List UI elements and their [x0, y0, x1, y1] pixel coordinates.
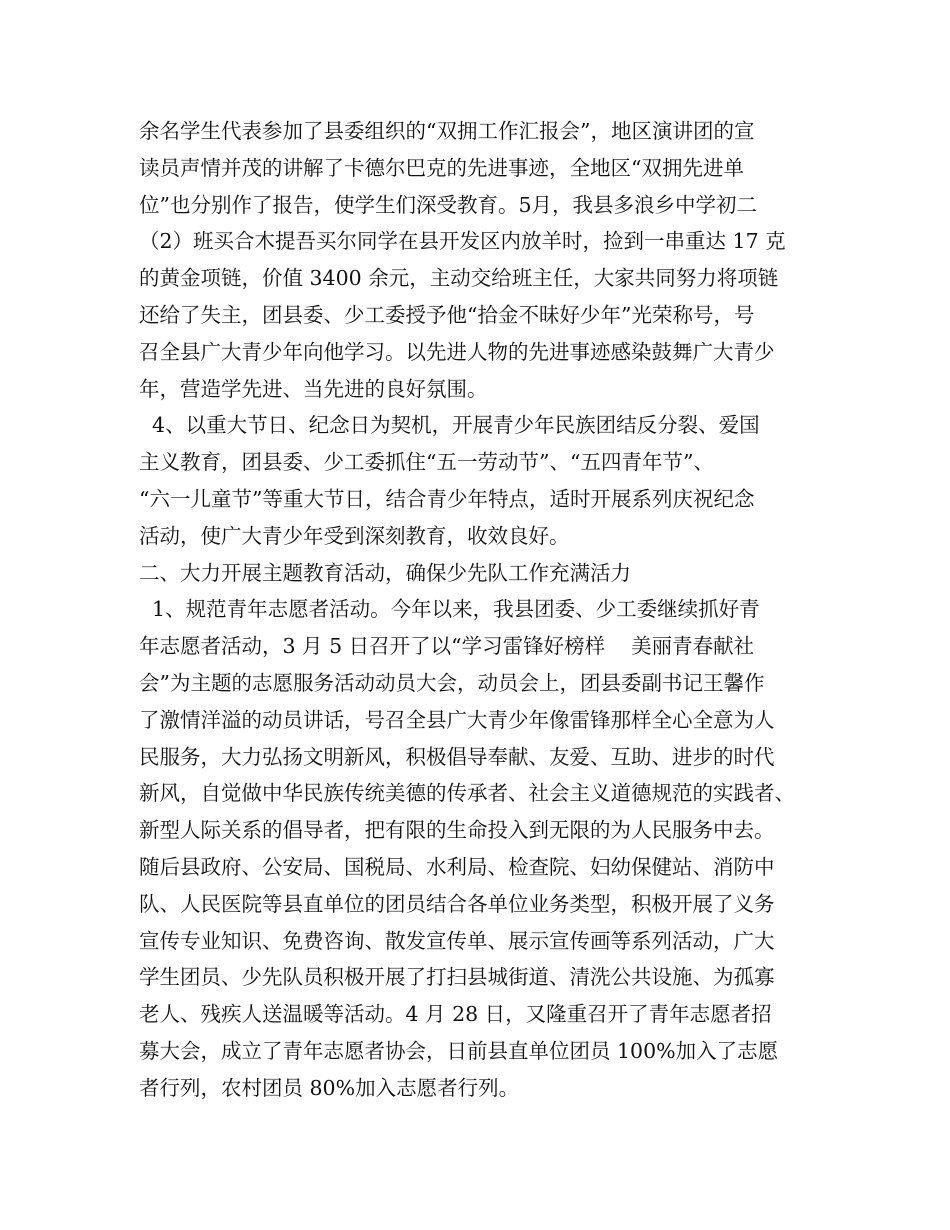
- text-line: 学生团员、少先队员积极开展了打扫县城街道、清洗公共设施、为孤寡: [139, 965, 775, 990]
- text-line: 新型人际关系的倡导者，把有限的生命投入到无限的为人民服务中去。: [139, 818, 775, 843]
- text-line: 会”为主题的志愿服务活动动员大会，动员会上，团县委副书记王馨作: [139, 670, 765, 695]
- text-line: 民服务，大力弘扬文明新风，积极倡导奉献、友爱、互助、进步的时代: [139, 744, 775, 769]
- text-line: 位”也分别作了报告，使学生们深受教育。5月，我县多浪乡中学初二: [139, 192, 758, 217]
- text-line: 召全县广大青少年向他学习。以先进人物的先进事迹感染鼓舞广大青少: [139, 339, 775, 364]
- text-line: 宣传专业知识、免费咨询、散发宣传单、展示宣传画等系列活动，广大: [139, 928, 775, 953]
- section-heading: 二、大力开展主题教育活动，确保少先队工作充满活力: [139, 560, 631, 585]
- text-line: 1、规范青年志愿者活动。今年以来，我县团委、少工委继续抓好青: [139, 597, 760, 622]
- text-line: 的黄金项链，价值 3400 余元，主动交给班主任，大家共同努力将项链: [139, 266, 779, 291]
- text-line: 随后县政府、公安局、国税局、水利局、检查院、妇幼保健站、消防中: [139, 854, 775, 879]
- text-line: 主义教育，团县委、少工委抓住“五一劳动节”、“五四青年节”、: [139, 450, 714, 475]
- text-line: 余名学生代表参加了县委组织的“双拥工作汇报会”，地区演讲团的宣: [139, 119, 755, 143]
- text-line: 募大会，成立了青年志愿者协会，日前县直单位团员 100%加入了志愿: [139, 1038, 779, 1063]
- text-line: 新风，自觉做中华民族传统美德的传承者、社会主义道德规范的实践者、: [139, 781, 795, 806]
- text-line: 年，营造学先进、当先进的良好氛围。: [139, 376, 488, 401]
- text-line: （2）班买合木提吾买尔同学在县开发区内放羊时，捡到一串重达 17 克: [139, 229, 786, 254]
- text-line: 了激情洋溢的动员讲话，号召全县广大青少年像雷锋那样全心全意为人: [139, 707, 775, 732]
- text-line: 队、人民医院等县直单位的团员结合各单位业务类型，积极开展了义务: [139, 891, 775, 916]
- body-text: [139, 113, 829, 1107]
- text-line: 活动，使广大青少年受到深刻教育，收效良好。: [139, 523, 570, 548]
- text-line: 还给了失主，团县委、少工委授予他“拾金不昧好少年”光荣称号，号: [139, 302, 755, 327]
- text-line: “六一儿童节”等重大节日，结合青少年特点，适时开展系列庆祝纪念: [139, 486, 755, 511]
- text-line: 老人、残疾人送温暖等活动。4 月 28 日，又隆重召开了青年志愿者招: [139, 1002, 772, 1027]
- text-line: 读员声情并茂的讲解了卡德尔巴克的先进事迹，全地区“双拥先进单: [139, 155, 744, 180]
- text-line: 4、以重大节日、纪念日为契机，开展青少年民族团结反分裂、爱国: [139, 413, 760, 438]
- text-line: 者行列，农村团员 80%加入志愿者行列。: [139, 1075, 520, 1100]
- text-line: 年志愿者活动，3 月 5 日召开了以“学习雷锋好榜样 美丽青春献社: [139, 634, 755, 659]
